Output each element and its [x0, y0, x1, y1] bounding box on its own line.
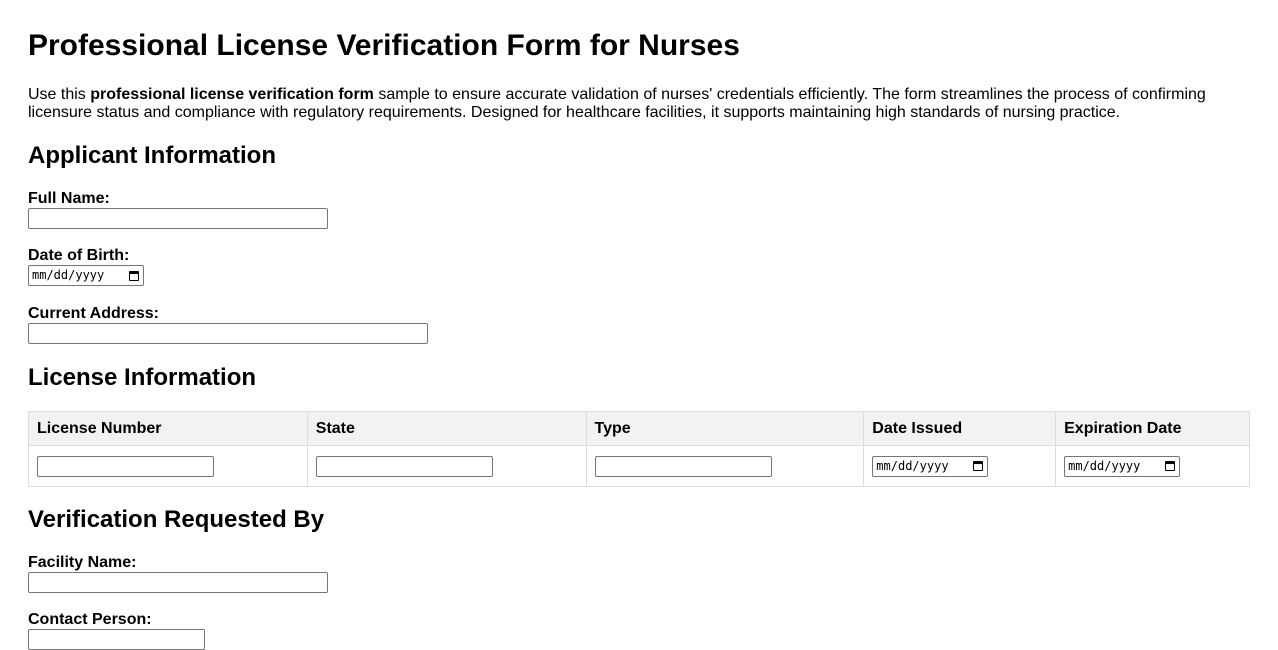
- table-row: [29, 446, 1250, 487]
- type-input[interactable]: [595, 456, 772, 477]
- state-cell: [307, 446, 586, 487]
- license-number-cell: [29, 446, 308, 487]
- date-of-birth-label: Date of Birth:: [28, 247, 130, 264]
- calendar-icon[interactable]: [129, 271, 139, 281]
- verification-section-heading: Verification Requested By: [28, 506, 325, 533]
- applicant-section-heading: Applicant Information: [28, 142, 276, 169]
- license-section-heading: License Information: [28, 364, 257, 391]
- column-header-expiration-date: Expiration Date: [1056, 412, 1250, 446]
- page-title: Professional License Verification Form for Nurses: [28, 29, 740, 62]
- intro-paragraph: [28, 86, 1228, 122]
- intro-text-before: Use this: [28, 86, 91, 103]
- facility-name-label: Facility Name:: [28, 554, 137, 571]
- column-header-state: State: [307, 412, 586, 446]
- calendar-icon[interactable]: [1165, 461, 1175, 471]
- current-address-input[interactable]: [28, 323, 428, 344]
- contact-person-input[interactable]: [28, 629, 205, 650]
- date-issued-cell: [864, 446, 1056, 487]
- intro-text-bold: professional license verification form: [90, 86, 374, 103]
- state-input[interactable]: [316, 456, 493, 477]
- current-address-label: Current Address:: [28, 305, 159, 322]
- full-name-input[interactable]: [28, 208, 328, 229]
- column-header-date-issued: Date Issued: [864, 412, 1056, 446]
- expiration-date-input[interactable]: [1064, 456, 1180, 477]
- license-number-input[interactable]: [37, 456, 214, 477]
- expiration-date-cell: [1056, 446, 1250, 487]
- full-name-label: Full Name:: [28, 190, 110, 207]
- expiration-date-placeholder: mm/dd/yyyy: [1068, 459, 1141, 473]
- column-header-license-number: License Number: [29, 412, 308, 446]
- facility-name-input[interactable]: [28, 572, 328, 593]
- intro-text-after: sample to ensure accurate validation of nurses' credentials efficiently. The form streamlines the process of confirming licensure status and compliance with regulatory requirements. Designed for healthcare facilities, it supports maintaining high standards of nursing practice.: [28, 86, 1206, 121]
- date-issued-input[interactable]: [872, 456, 988, 477]
- date-of-birth-placeholder: mm/dd/yyyy: [32, 268, 105, 282]
- column-header-type: Type: [586, 412, 864, 446]
- date-of-birth-input[interactable]: [28, 265, 144, 286]
- calendar-icon[interactable]: [973, 461, 983, 471]
- license-table: [28, 411, 1250, 487]
- contact-person-label: Contact Person:: [28, 611, 152, 628]
- license-table-header-row: [29, 412, 1250, 446]
- date-issued-placeholder: mm/dd/yyyy: [876, 459, 949, 473]
- type-cell: [586, 446, 864, 487]
